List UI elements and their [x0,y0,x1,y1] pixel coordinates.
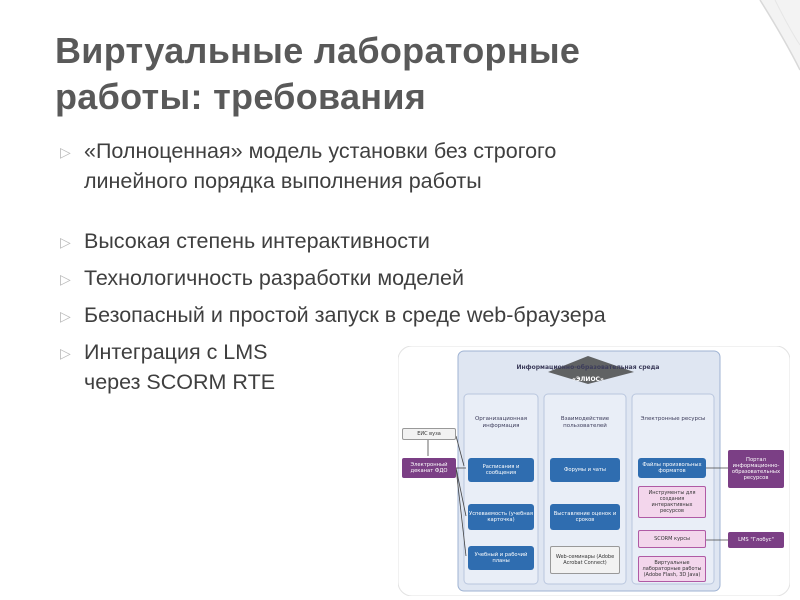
webinars-box: Web-семинары (Adobe Acrobat Connect) [550,546,620,574]
bullet-item [60,226,760,256]
elios-architecture-diagram [398,346,790,596]
bullet-text: Высокая степень интерактивности [84,229,430,253]
bullet-item [60,136,760,196]
bullet-item [60,300,760,330]
schedule-box: Расписания и сообщения [468,458,534,482]
bullet-text: «Полноценная» модель установки без строгого линейного порядка выполнения работы [84,139,557,193]
arrow-bullet-icon: ▷ [60,308,71,324]
scorm-box: SCORM курсы [638,530,706,548]
bullet-text: Технологичность разработки моделей [84,266,464,290]
portal-box: Портал информационно-образовательных ресурсов [728,450,784,488]
slide-title: Виртуальные лабораторные работы: требования [55,30,581,117]
files-box: Файлы произвольных форматов [638,458,706,478]
diagram-subheader: «ЭЛИОС» [572,376,604,383]
bullet-text: Интеграция с LMS через SCORM RTE [84,340,276,394]
arrow-bullet-icon: ▷ [60,144,71,160]
lms-globus-box: LMS "Глобус" [728,532,784,548]
arrow-bullet-icon: ▷ [60,234,71,250]
diagram-header: Информационно-образовательная среда [516,364,660,371]
dean-office-box: Электронный деканат ФДО [402,458,456,478]
virtual-labs-box: Виртуальные лабораторные работы (Adobe Flash, 3D Java) [638,556,706,582]
bullet-text: Безопасный и простой запуск в среде web-браузера [84,303,606,327]
assessment-box: Выставление оценок и сроков [550,504,620,530]
column-title: Организационная информация [474,416,528,429]
eis-box: ЕИС вуза [402,428,456,440]
plans-box: Учебный и рабочий планы [468,546,534,570]
arrow-bullet-icon: ▷ [60,345,71,361]
arrow-bullet-icon: ▷ [60,271,71,287]
grades-box: Успеваемость (учебная карточка) [468,504,534,530]
column-title: Электронные ресурсы [640,416,706,422]
tools-box: Инструменты для создания интерактивных ресурсов [638,486,706,518]
bullet-item [60,263,760,293]
column-title: Взаимодействие пользователей [560,416,610,429]
forums-box: Форумы и чаты [550,458,620,482]
